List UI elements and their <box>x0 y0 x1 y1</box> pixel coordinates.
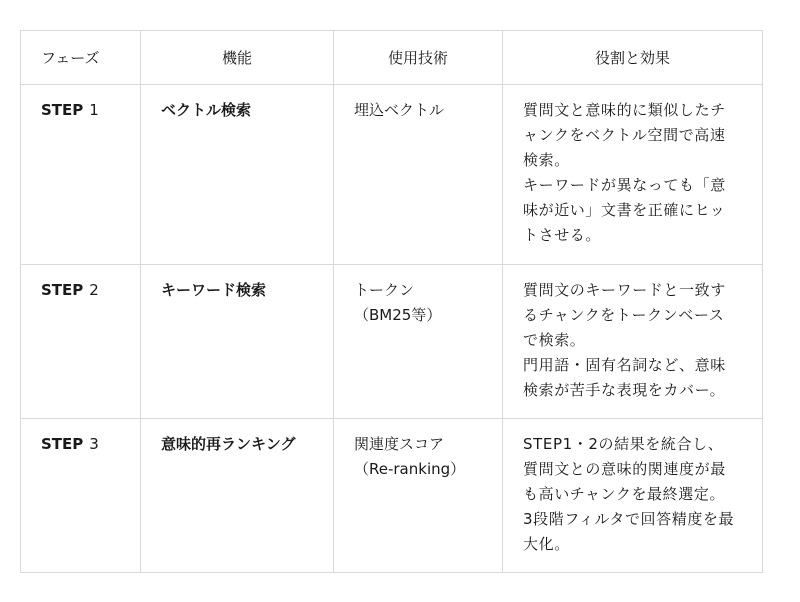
function-cell <box>141 265 334 419</box>
role-line: 質問文との意味的関連度が最 <box>523 460 726 478</box>
role-line: 質問文のキーワードと一致す <box>523 281 726 299</box>
role-line: 検索。 <box>523 151 570 169</box>
role-line: 大化。 <box>523 535 570 553</box>
role-line: ャンクをベクトル空間で高速 <box>523 126 726 144</box>
table-row <box>21 85 763 265</box>
function-name: キーワード検索 <box>161 281 267 299</box>
step-label: STEP 2 <box>41 281 99 299</box>
role-line: 質問文と意味的に類似したチ <box>523 101 726 119</box>
function-cell <box>141 85 334 265</box>
technology-line: （Re-ranking） <box>354 460 466 478</box>
table-header-row <box>21 31 763 85</box>
role-line: 3段階フィルタで回答精度を最 <box>523 510 735 528</box>
function-name: ベクトル検索 <box>161 101 252 119</box>
header-role: 役割と効果 <box>503 31 763 85</box>
technology-cell <box>334 419 503 573</box>
table-row <box>21 419 763 573</box>
role-line: 門用語・固有名詞など、意味 <box>523 356 726 374</box>
technology-line: トークン <box>354 281 415 299</box>
technology-cell <box>334 265 503 419</box>
role-cell <box>503 265 763 419</box>
role-line: で検索。 <box>523 331 586 349</box>
header-function: 機能 <box>141 31 334 85</box>
table-row <box>21 265 763 419</box>
step-number: 3 <box>89 435 99 453</box>
role-line: 味が近い」文書を正確にヒッ <box>523 201 726 219</box>
technology-cell <box>334 85 503 265</box>
role-line: るチャンクをトークンベース <box>523 306 725 324</box>
step-label: STEP 3 <box>41 435 99 453</box>
role-line: キーワードが異なっても「意 <box>523 176 726 194</box>
technology-line: （BM25等） <box>354 306 442 324</box>
role-line: STEP1・2の結果を統合し、 <box>523 435 724 453</box>
role-line: も高いチャンクを最終選定。 <box>523 485 726 503</box>
technology-line: 関連度スコア <box>354 435 445 453</box>
phase-cell <box>21 85 141 265</box>
step-label: STEP 1 <box>41 101 99 119</box>
function-name: 意味的再ランキング <box>161 435 296 453</box>
header-technology: 使用技術 <box>334 31 503 85</box>
technology-line: 埋込ベクトル <box>354 101 445 119</box>
rag-phase-table <box>20 30 763 573</box>
header-phase: フェーズ <box>21 31 141 85</box>
phase-cell <box>21 419 141 573</box>
role-cell <box>503 419 763 573</box>
role-line: トさせる。 <box>523 226 602 244</box>
role-cell <box>503 85 763 265</box>
function-cell <box>141 419 334 573</box>
step-number: 1 <box>89 101 99 119</box>
role-line: 検索が苦手な表現をカバー。 <box>523 381 726 399</box>
step-number: 2 <box>89 281 99 299</box>
phase-cell <box>21 265 141 419</box>
